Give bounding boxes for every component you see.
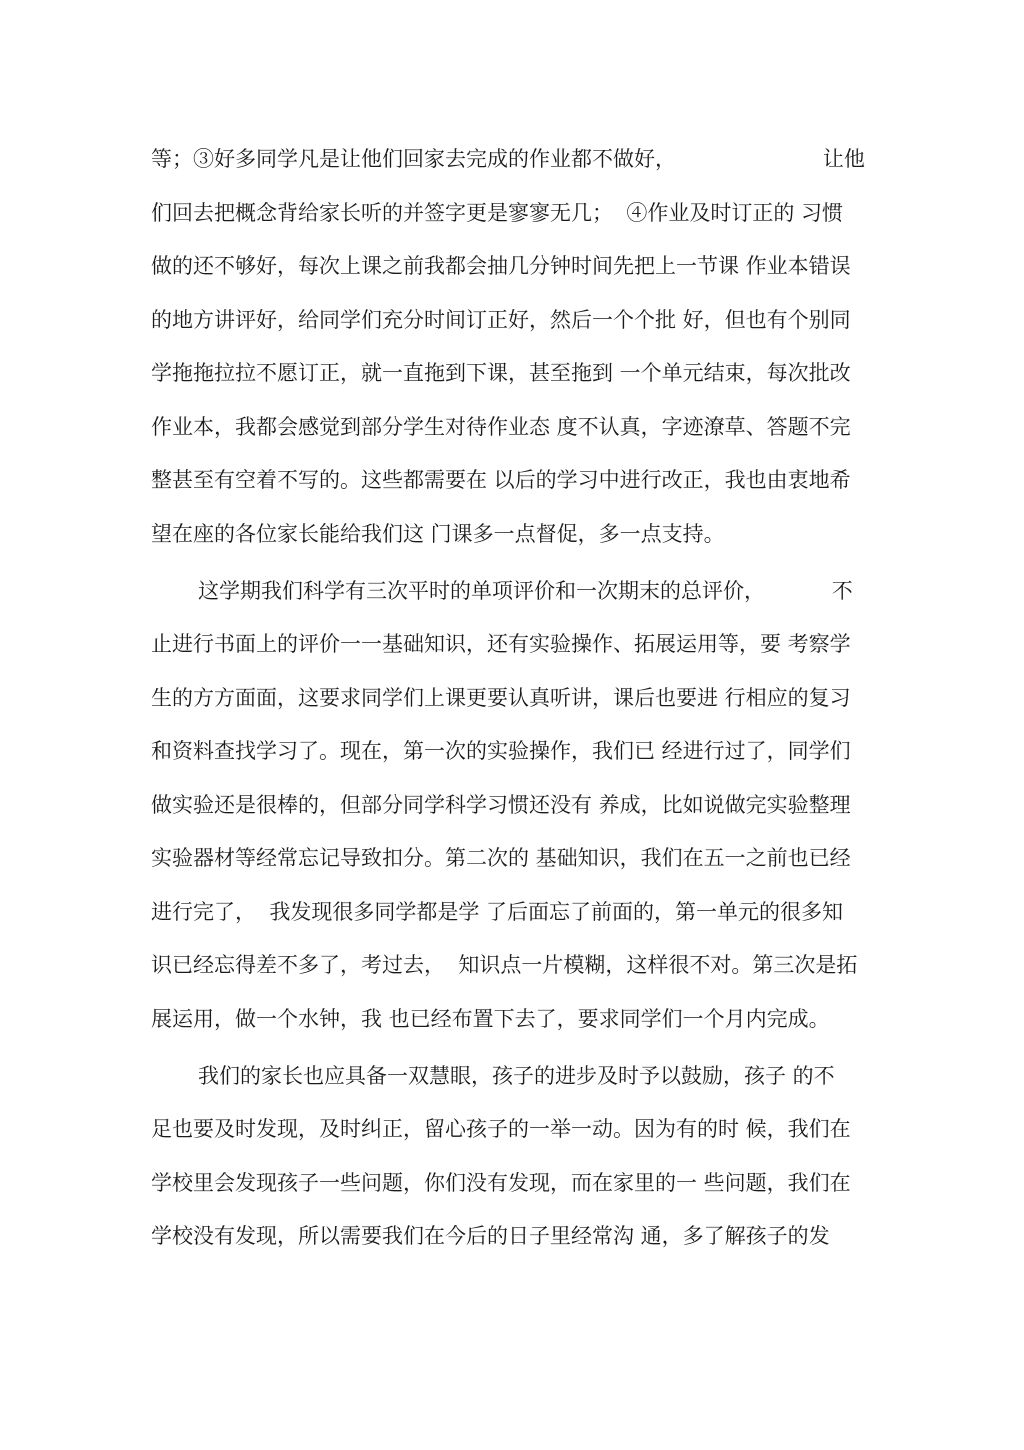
paragraph-line: 们回去把概念背给家长听的并签字更是寥寥无几； ④作业及时订正的 习惯 [151,201,844,225]
paragraph-line: 做的还不够好，每次上课之前我都会抽几分钟时间先把上一节课 作业本错误 [151,254,851,278]
paragraph-line: 足也要及时发现，及时纠正，留心孩子的一举一动。因为有的时 候，我们在 [151,1117,851,1141]
paragraph-line: 作业本，我都会感觉到部分学生对待作业态 度不认真，字迹潦草、答题不完 [151,415,851,439]
paragraph-line: 学校里会发现孩子一些问题，你们没有发现，而在家里的一 些问题，我们在 [151,1171,851,1195]
paragraph-line: 的地方讲评好，给同学们充分时间订正好，然后一个个批 好，但也有个别同 [151,308,851,332]
paragraph-line: 止进行书面上的评价一一基础知识，还有实验操作、拓展运用等，要 考察学 [151,632,851,656]
paragraph-line: 实验器材等经常忘记导致扣分。第二次的 基础知识，我们在五一之前也已经 [151,846,851,870]
paragraph-line: 学校没有发现，所以需要我们在今后的日子里经常沟 通，多了解孩子的发 [151,1224,830,1248]
paragraph-line: 整甚至有空着不写的。这些都需要在 以后的学习中进行改正，我也由衷地希 [151,468,851,492]
paragraph-line: 展运用，做一个水钟，我 也已经布置下去了，要求同学们一个月内完成。 [151,1007,830,1031]
paragraph-line: 望在座的各位家长能给我们这 门课多一点督促，多一点支持。 [151,522,725,546]
paragraph-line: 学拖拖拉拉不愿订正，就一直拖到下课，甚至拖到 一个单元结束，每次批改 [151,361,851,385]
paragraph-line: 我们的家长也应具备一双慧眼，孩子的进步及时予以鼓励，孩子 的不 [198,1064,835,1088]
paragraph-line: 识已经忘得差不多了，考过去， 知识点一片模糊，这样很不对。第三次是拓 [151,953,858,977]
paragraph-line: 进行完了， 我发现很多同学都是学 了后面忘了前面的，第一单元的很多知 [151,900,844,924]
paragraph-line: 这学期我们科学有三次平时的单项评价和一次期末的总评价， 不 [198,579,853,603]
paragraph-line: 做实验还是很棒的，但部分同学科学习惯还没有 养成，比如说做完实验整理 [151,793,851,817]
paragraph-line: 生的方方面面，这要求同学们上课更要认真听讲，课后也要进 行相应的复习 [151,686,851,710]
paragraph-line: 等；③好多同学凡是让他们回家去完成的作业都不做好， 让他 [151,147,865,171]
paragraph-line: 和资料查找学习了。现在，第一次的实验操作，我们已 经进行过了，同学们 [151,739,851,763]
